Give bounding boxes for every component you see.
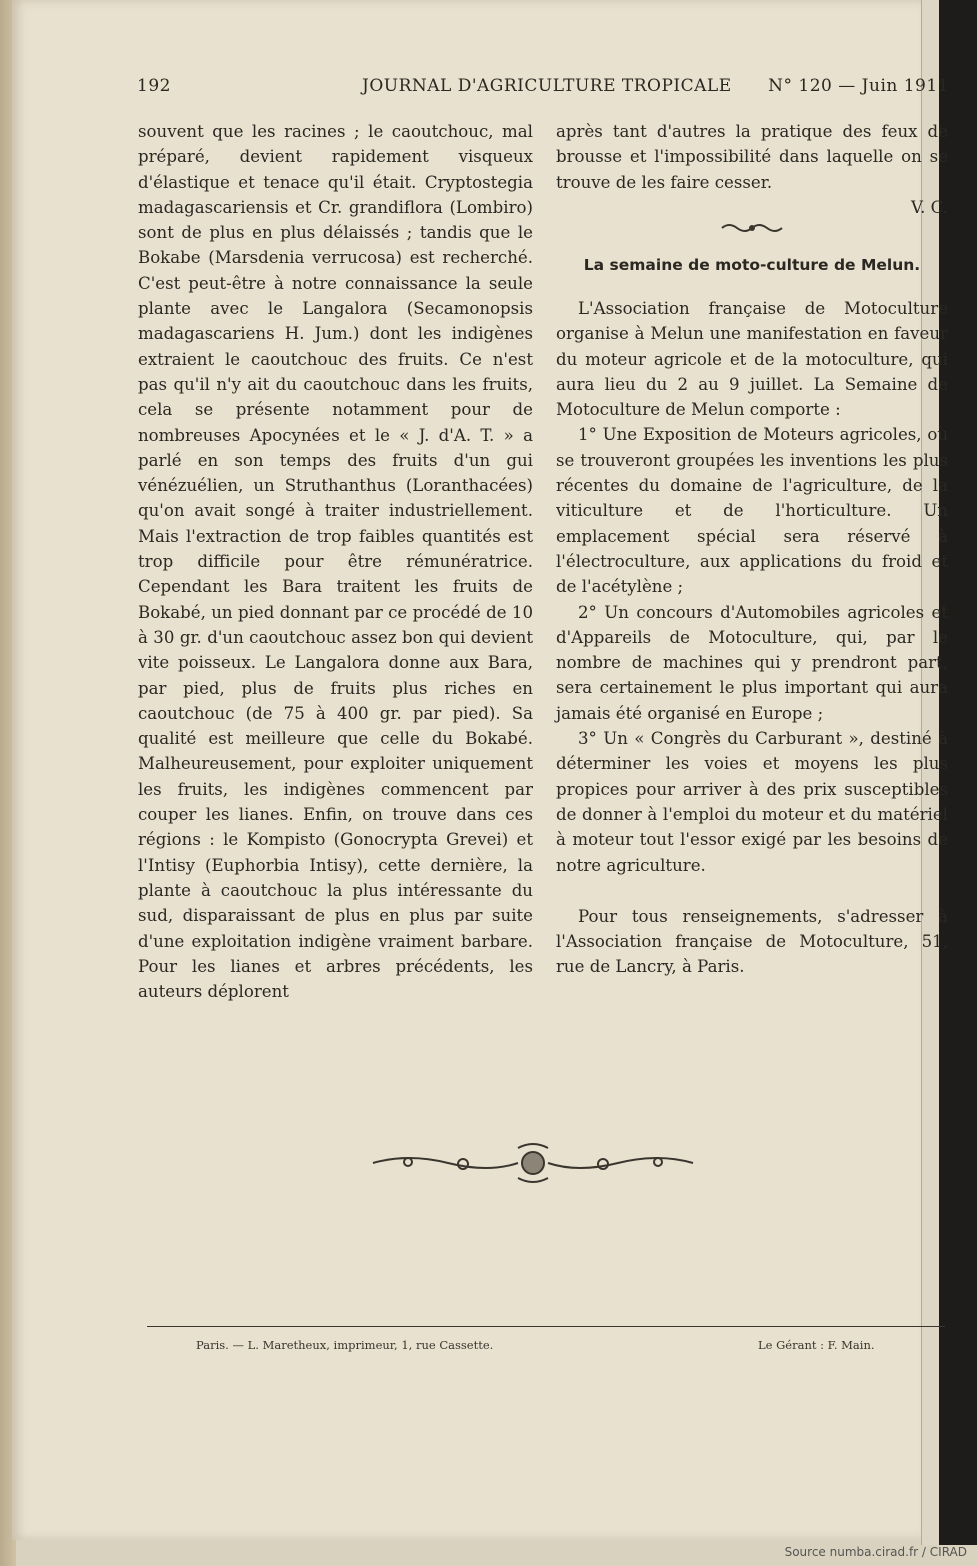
left-column	[138, 119, 533, 1004]
continuation-text: après tant d'autres la pratique des feux de brousse et l'impossibilité dans laquelle on se trouve de les faire cesser.	[556, 122, 948, 192]
manager-credit: Le Gérant : F. Main.	[758, 1338, 875, 1352]
issue-info: N° 120 — Juin 1911	[768, 76, 949, 96]
article-paragraph-1: L'Association française de Motoculture organise à Melun une manifestation en faveur du moteur agricole et de la motoculture, qui aura lieu du 2 au 9 juillet. La Semaine de Motoculture de Melun comporte :	[556, 299, 948, 420]
tailpiece-ornament-icon	[368, 1138, 698, 1188]
small-ornament-icon	[717, 220, 787, 236]
left-column-text: souvent que les racines ; le caoutchouc, mal préparé, devient rapidement visqueux d'élastique et tenace qu'il était. Cryptostegia madagascariensis et Cr. grandiflora (Lombiro) sont de plus en plus délaissés ; tandis que le Bokabe (Marsdenia verrucosa) est recherché. C'est peut-être à notre connaissance la seule plante avec le Langalora (Secamonopsis madagascariens H. Jum.) dont les indigènes extraient le caoutchouc des fruits. Ce n'est pas qu'il n'y ait du caoutchouc dans les fruits, cela se présente notamment pour de nombreuses Apocynées et le « J. d'A. T. » a parlé en son temps des fruits d'un gui vénézuélien, un Struthanthus (Loranthacées) qu'on avait songé à traiter industriellement. Mais l'extraction de trop faibles quantités est trop difficile pour être rémunératrice. Cependant les Bara traitent les fruits de Bokabé, un pied donnant par ce procédé de 10 à 30 gr. d'un caoutchouc assez bon qui devient vite poisseux. Le Langalora donne aux Bara, par pied, plus de fruits plus riches en caoutchouc (de 75 à 400 gr. par pied). Sa qualité est meilleure que celle du Bokabé. Malheureusement, pour exploiter uniquement les fruits, les indigènes commencent par couper les lianes. Enfin, on trouve dans ces régions : le Kompisto (Gonocrypta Grevei) et l'Intisy (Euphorbia Intisy), cette dernière, la plante à caoutchouc la plus intéressante du sud, disparaissant de plus en plus par suite d'une exploitation indigène vraiment barbare. Pour les lianes et arbres précédents, les auteurs déplorent	[138, 122, 533, 1002]
contact-paragraph: Pour tous renseignements, s'adresser à l'Association française de Motoculture, 51, rue de Lancry, à Paris.	[556, 906, 948, 977]
section-title: La semaine de moto-culture de Melun.	[583, 256, 921, 274]
source-credit: Source numba.cirad.fr / CIRAD	[784, 1545, 967, 1559]
article-paragraph-3: 2° Un concours d'Automobiles agricoles et d'Appareils de Motoculture, qui, par le nombre de machines qui y prendront part, sera certainement le plus important qui aura jamais été organisé en Europe ;	[556, 602, 948, 723]
running-header	[137, 76, 949, 102]
author-signature: V. C.	[910, 197, 948, 217]
printer-credit: Paris. — L. Maretheux, imprimeur, 1, rue Cassette.	[196, 1338, 494, 1352]
footer-rule	[147, 1326, 945, 1327]
right-column	[556, 119, 948, 220]
article-paragraph-4: 3° Un « Congrès du Carburant », destiné à déterminer les voies et moyens les plus propices pour arriver à des prix susceptibles de donner à l'emploi du moteur et du matériel à moteur tout l'essor exigé par les besoins de notre agriculture.	[556, 729, 948, 875]
melun-article	[556, 296, 948, 980]
journal-title: JOURNAL D'AGRICULTURE TROPICALE	[362, 76, 732, 96]
article-paragraph-2: 1° Une Exposition de Moteurs agricoles, où se trouveront groupées les inventions les plus récentes du domaine de l'agriculture, de la viticulture et de l'horticulture. Un emplacement spécial sera réservé à l'électroculture, aux applications du froid et de l'acétylène ;	[556, 425, 948, 597]
page-number: 192	[137, 76, 171, 96]
